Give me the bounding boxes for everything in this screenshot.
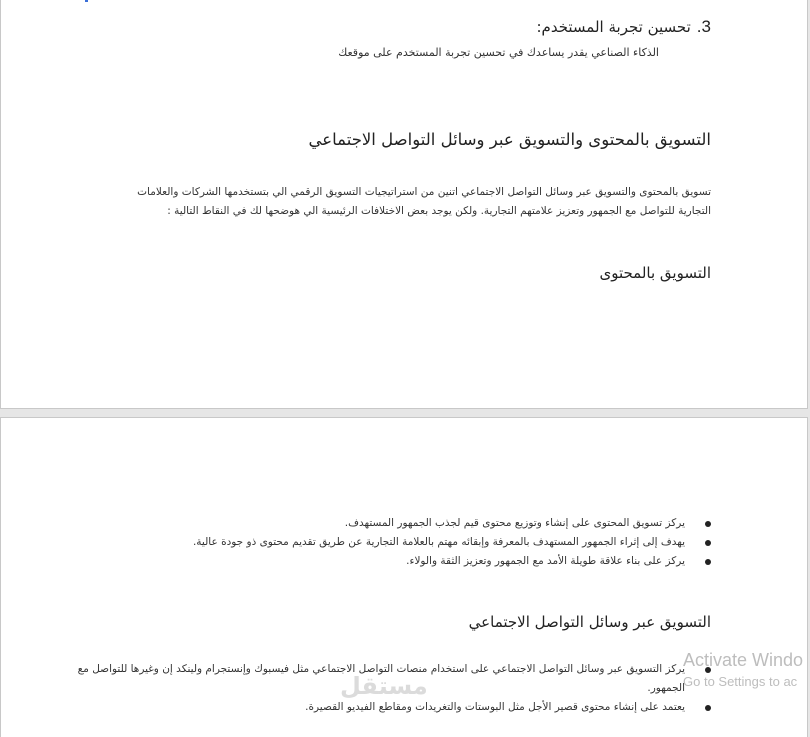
section-heading-3-text: تحسين تجربة المستخدم: (536, 18, 691, 36)
content-marketing-heading: التسويق بالمحتوى (599, 264, 711, 282)
section-number: 3. (696, 17, 711, 36)
main-heading: التسويق بالمحتوى والتسويق عبر وسائل التواصل الاجتماعي (308, 130, 711, 149)
list-item: يركز تسويق المحتوى على إنشاء وتوزيع محتوى قيم لجذب الجمهور المستهدف. (71, 514, 711, 533)
activate-title: Activate Windo (683, 650, 804, 670)
bullet-icon (705, 559, 711, 565)
content-marketing-list (71, 514, 711, 571)
bullet-icon (705, 521, 711, 527)
activate-subtitle: Go to Settings to ac (683, 674, 798, 689)
intro-paragraph: تسويق بالمحتوى والتسويق عبر وسائل التواصل الاجتماعي اتنين من استراتيجيات التسويق الرقمي الي بتستخدمها الشركات والعلامات التجارية للتواصل مع الجمهور وتعزيز علامتهم التجارية. ولكن يوجد بعض الاختلافات الرئيسية الي هوضحها لك في النقاط التالية : (137, 186, 711, 217)
list-item: يركز على بناء علاقة طويلة الأمد مع الجمهور وتعزيز الثقة والولاء. (71, 552, 711, 571)
intro-text: الذكاء الصناعي يقدر يساعدك في تحسين تجربة المستخدم على موقعك (338, 46, 659, 59)
site-watermark: مستقل (340, 672, 428, 700)
list-item: يعتمد على إنشاء محتوى قصير الأجل مثل البوستات والتغريدات ومقاطع الفيديو القصيرة. (71, 698, 711, 717)
list-item: يركز التسويق عبر وسائل التواصل الاجتماعي على استخدام منصات التواصل الاجتماعي مثل فيسبوك وإنستجرام ولينكد إن وغيرها للتواصل مع الجمهور. (71, 660, 711, 698)
bullet-icon (705, 540, 711, 546)
activate-windows-overlay (683, 650, 803, 689)
social-marketing-heading: التسويق عبر وسائل التواصل الاجتماعي (468, 613, 711, 631)
page-top-marker (85, 0, 88, 2)
section-heading-3 (537, 17, 712, 37)
list-item: يهدف إلى إثراء الجمهور المستهدف بالمعرفة وإبقائه مهتم بالعلامة التجارية عن طريق تقديم محتوى ذو جودة عالية. (71, 533, 711, 552)
bullet-icon (705, 705, 711, 711)
